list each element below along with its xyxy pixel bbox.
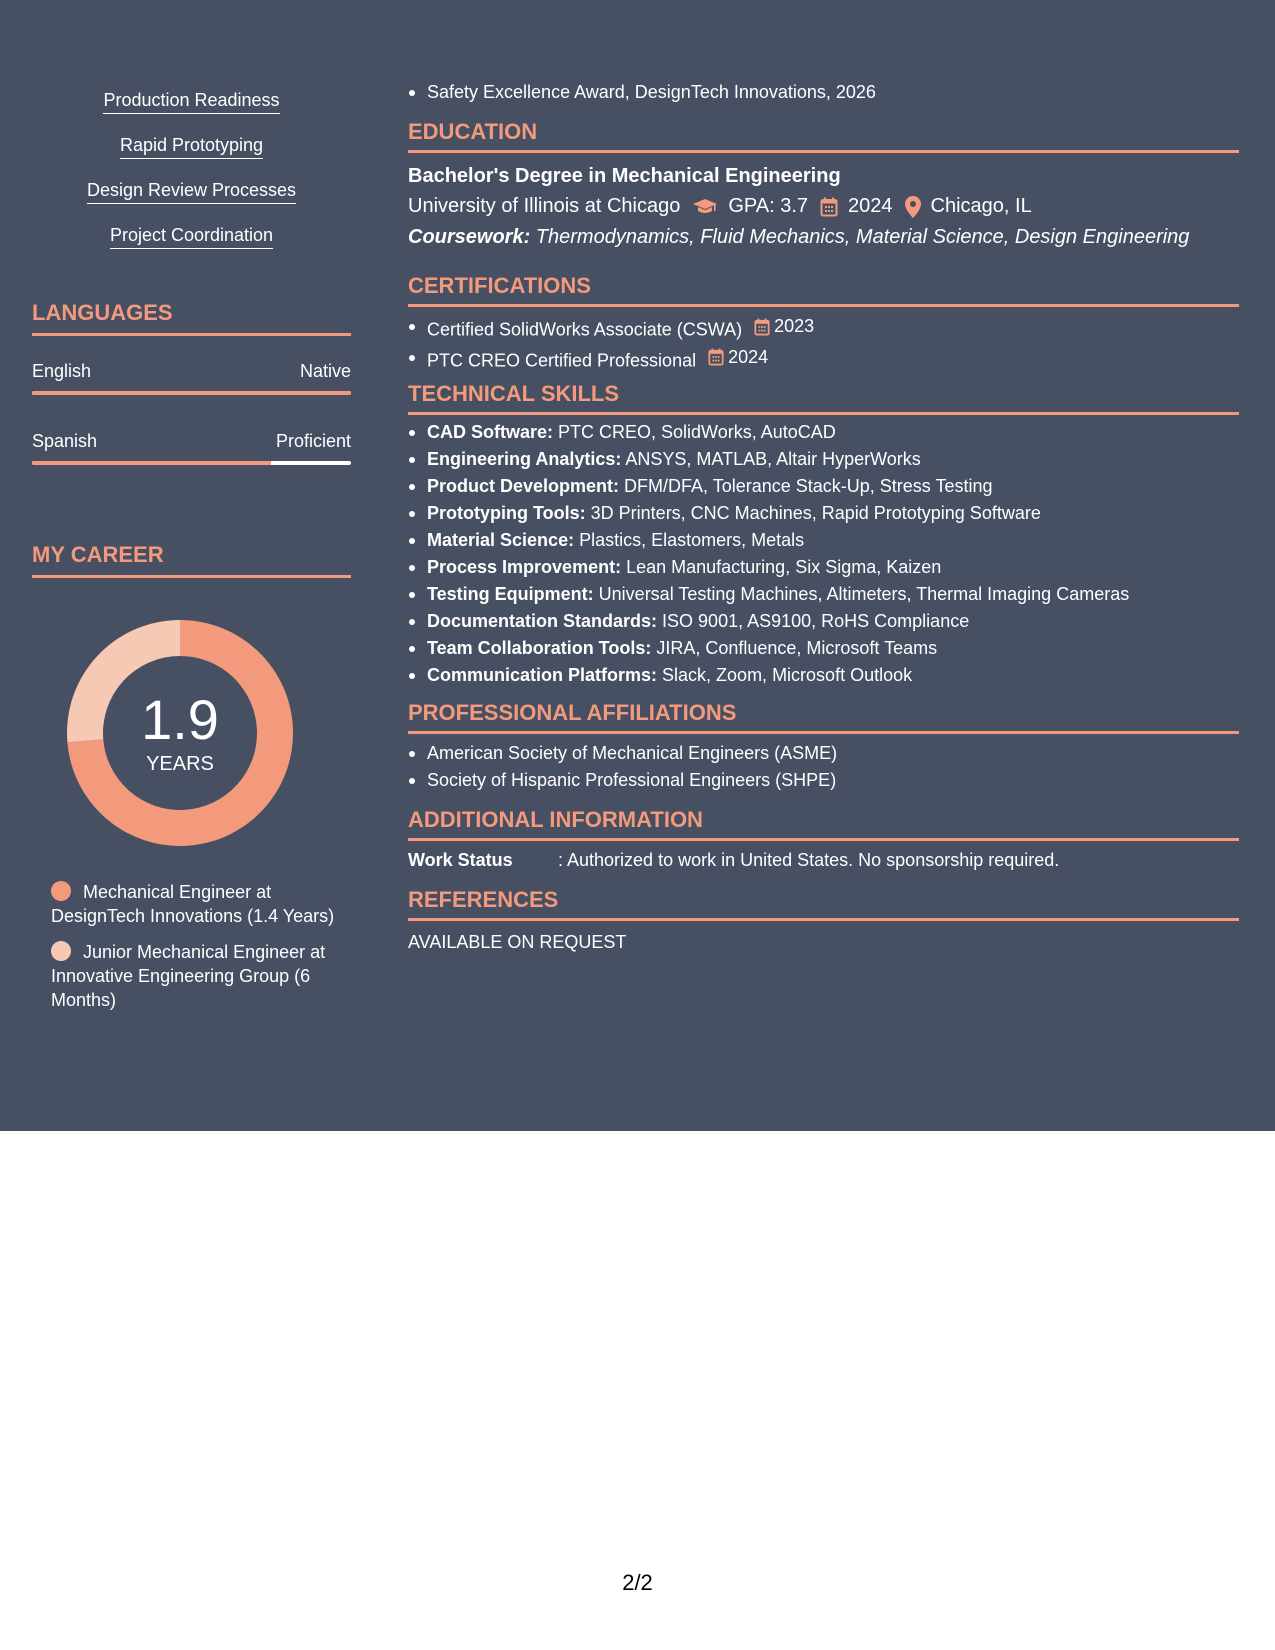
certification-item: PTC CREO Certified Professional 2024 (408, 344, 1239, 375)
technical-skill-item: Process Improvement: Lean Manufacturing, Six Sigma, Kaizen (408, 554, 1239, 581)
main-column (408, 0, 1239, 956)
language-bar-fill (32, 461, 271, 465)
career-role: Mechanical Engineer at DesignTech Innovations (1.4 Years) (51, 882, 335, 926)
technical-skill-item: Testing Equipment: Universal Testing Machines, Altimeters, Thermal Imaging Cameras (408, 581, 1239, 608)
calendar-icon (708, 348, 724, 366)
education-coursework: Coursework: Thermodynamics, Fluid Mechanics, Material Science, Design Engineering (408, 226, 1190, 248)
awards-list (408, 79, 1239, 106)
affiliations-heading: PROFESSIONAL AFFILIATIONS (408, 699, 1239, 734)
work-status-value: : Authorized to work in United States. No sponsorship required. (558, 850, 1060, 870)
work-status (408, 847, 1239, 874)
additional-info-heading: ADDITIONAL INFORMATION (408, 806, 1239, 841)
award-item: Safety Excellence Award, DesignTech Innovations, 2026 (408, 79, 1239, 106)
technical-skill-item: Team Collaboration Tools: JIRA, Confluence, Microsoft Teams (408, 635, 1239, 662)
career-donut-chart (67, 620, 293, 846)
language-bar (32, 461, 351, 465)
calendar-icon (820, 197, 838, 217)
education-year: 2024 (848, 195, 893, 217)
career-role: Junior Mechanical Engineer at Innovative Engineering Group (6 Months) (51, 942, 326, 1010)
technical-skill-item: Material Science: Plastics, Elastomers, Metals (408, 527, 1239, 554)
certifications-heading: CERTIFICATIONS (408, 272, 1239, 307)
affiliation-item: Society of Hispanic Professional Engineers (SHPE) (408, 767, 1239, 794)
technical-skill-item: Prototyping Tools: 3D Printers, CNC Machines, Rapid Prototyping Software (408, 500, 1239, 527)
graduation-cap-icon (692, 198, 718, 216)
skill-item: Rapid Prototyping (32, 133, 351, 178)
work-status-label: Work Status (408, 850, 513, 870)
skill-item: Project Coordination (32, 223, 351, 268)
location-pin-icon (905, 196, 921, 218)
language-bar-fill (32, 391, 351, 395)
language-level: Proficient (275, 431, 351, 451)
certification-date: 2023 (754, 313, 814, 340)
education-degree: Bachelor's Degree in Mechanical Engineering (408, 165, 841, 187)
references-heading: REFERENCES (408, 886, 1239, 921)
language-level: Native (299, 361, 351, 381)
certification-date: 2024 (708, 344, 768, 371)
languages-heading: LANGUAGES (32, 299, 351, 336)
skills-list (32, 88, 351, 268)
legend-dot-icon (51, 881, 71, 901)
career-total-years: 1.9 (141, 688, 219, 751)
technical-skill-item: Documentation Standards: ISO 9001, AS9100, RoHS Compliance (408, 608, 1239, 635)
references-text: AVAILABLE ON REQUEST (408, 932, 627, 952)
affiliation-item: American Society of Mechanical Engineers (ASME) (408, 740, 1239, 767)
language-name: English (32, 361, 92, 381)
technical-skills-heading: TECHNICAL SKILLS (408, 380, 1239, 415)
certifications-list (408, 313, 1239, 374)
technical-skill-item: Communication Platforms: Slack, Zoom, Microsoft Outlook (408, 662, 1239, 689)
affiliations-list (408, 740, 1239, 794)
education-heading: EDUCATION (408, 118, 1239, 153)
skill-item: Design Review Processes (32, 178, 351, 223)
technical-skill-item: Product Development: DFM/DFA, Tolerance Stack-Up, Stress Testing (408, 473, 1239, 500)
legend-dot-icon (51, 941, 71, 961)
education-gpa: GPA: 3.7 (728, 195, 809, 217)
calendar-icon (754, 318, 770, 336)
education-location: Chicago, IL (930, 195, 1032, 217)
skill-item: Production Readiness (32, 88, 351, 133)
language-bar (32, 391, 351, 395)
page-number: 2/2 (622, 1570, 653, 1595)
language-spanish (32, 429, 351, 465)
career-legend (51, 880, 341, 1024)
education-school: University of Illinois at Chicago (408, 195, 681, 217)
technical-skill-item: Engineering Analytics: ANSYS, MATLAB, Altair HyperWorks (408, 446, 1239, 473)
technical-skills-list (408, 419, 1239, 689)
language-name: Spanish (32, 431, 98, 451)
education-details (408, 191, 1239, 222)
career-heading: MY CAREER (32, 541, 351, 578)
language-english (32, 359, 351, 395)
technical-skill-item: CAD Software: PTC CREO, SolidWorks, AutoCAD (408, 419, 1239, 446)
career-total-unit: YEARS (146, 753, 214, 775)
certification-item: Certified SolidWorks Associate (CSWA) 2023 (408, 313, 1239, 344)
